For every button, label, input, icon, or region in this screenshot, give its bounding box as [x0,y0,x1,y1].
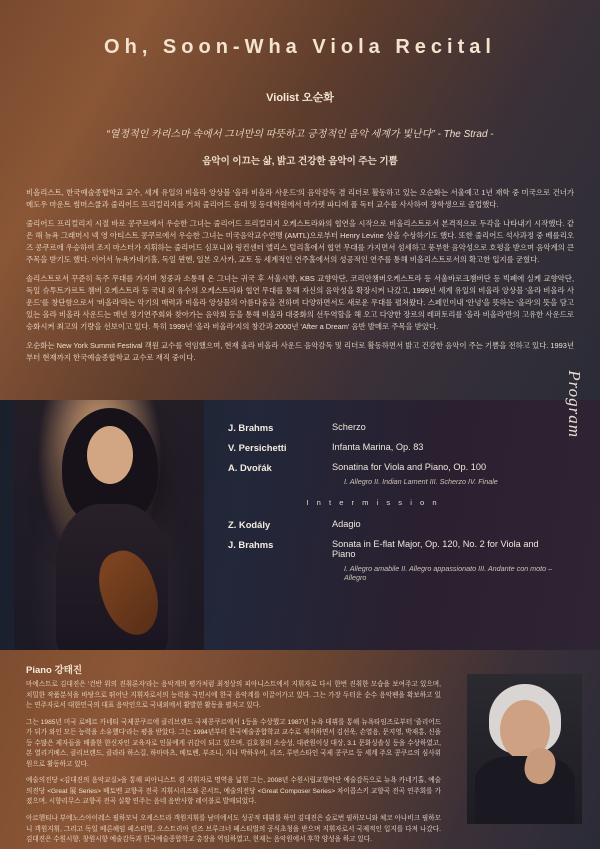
program-section [0,370,600,650]
pianist-bio-paragraph: 그는 1985년 미국 로베르 카네티 국제콩쿠르에 클리브랜드 국제콩쿠르에서 1등을 수상했고 1987년 뉴욕 데뷔를 통해 뉴욕타임즈로부터 '줄리어드가 뒤가 와인 모든 능력을 소유했다'라는 평을 받았다. 그는 1994년부터 한국예술종합학교 교수로 재직하면서 김선욱, 손열음, 문지영, 박재홍, 신을 등 수많은 제자들을 배출한 한신자인 교육자로 인물에게 귀감이 되고 있으며, 김호철의 소승성, 대관원이싱 대상, 3.1 문화싱솔싱 등을 수상하였고, 본 열리거베스, 클리브랜드, 클라라 하스길, 하마마츠, 베토벤, 부조니, 지나 박하우어, 리즈, 루빈스타인 국제 콩쿠르 등 세계 주요 콩쿠르의 심사위원으로 활동하고 있다. [26,718,441,768]
bio-paragraph: 솔리스트로서 꾸준히 독주 무대를 가지며 청중과 소통해 온 그녀는 귀국 후 서울시향, KBS 교향악단, 코리안챔버오케스트라 등 서울바로크챔버단 등 빅폐에 실케 교향악단, 독일 슈투트가르트 챔버 오케스트라 등 국내 외 유수의 오케스트라와 협연 무대를 통해 자신의 음악성을 확장시켜 나갔고, 1999년 세계 유일의 비올라 앙상블 '올라 비올라 사운드'를 창단함으로서 '비올라'라는 악기의 매력과 비올라 앙상블의 아름다움을 전하며 다양하면서도 새로운 무대를 펼쳐왔다. 스페인이내 '안녕'을 뜻하는 '올라'의 뜻을 담고 있는 올라 비올라 사운드는 매년 정기연주회와 찾아가는 음악회 등을 통해 비올라 대중화의 선두역할을 해 오고 다양한 장르의 레퍼토리를 '올라 비올라'만의 고유한 사운드로 승화시켜 최고의 기량을 선보이고 있다. 특히 1999년 '올라 비올라'지의 창간과 2000년 'After a Dream' 음반 발매로 주목을 받았다. [26,273,574,331]
bio-paragraph: 줄리어드 프리컬리지 시절 바로 콩쿠르에서 우승한 그녀는 줄리어드 프리컬리지 오케스트라와의 협연을 시작으로 비올리스트로서 본격적으로 두각을 나타내기 시작했다. 같은 해 뉴욕 그래머시 넥 영 아티스트 콩쿠르에서 우승한 그녀는 미국음악교수연맹 (AMTL)으로부터 Henry Levine 상을 수상하기도 했다. 또한 줄리어드 석사과정 중 베를리오즈 콩쿠르에 우승하여 조지 마스터가 지휘하는 줄리어드 심포니와 링컨센터 앨리스 털리홀에서 협연 무대를 가지면서 섬세하고 풍부한 음악성으로 호평을 받으며 음악계의 큰 주목을 받기도 했다. 이어서 뉴욕카네기홀, 독일 뮌헨, 일본 오사카, 교토 등 세계적인 연주홀에서의 성공적인 연주를 통해 비올리스트로서의 확고한 입지를 굳혔다. [26,218,574,264]
program-item [228,422,558,433]
program-composer: V. Persichetti [228,442,287,453]
performer-name: Violist 오순화 [266,92,334,104]
page-title: Oh, Soon-Wha Viola Recital [104,36,496,58]
header-section [0,0,600,400]
bio-paragraph: 비올리스트, 한국예술종합학교 교수, 세계 유일의 비올라 앙상블 '올라 비올라 사운드'의 음악감독 겸 리더로 활동하고 있는 오순화는 서울예고 1년 재학 중 미국으로 건너가 메도우 마운트 썸머스쿨과 줄리어드 프리컬리지를 거쳐 줄리어드 음대 및 동대학원에서 마가렛 파디에 폴 독터 교수를 사사하여 장학생으로 졸업했다. [26,188,574,209]
program-composer: J. Brahms [228,422,274,433]
pianist-photo [467,674,582,824]
bio-paragraph: 오순화는 New York Summit Festival 객원 교수를 역임했으며, 현재 올라 비올라 사운드 음악감독 및 리더로 활동하면서 밝고 건강한 음악이 주는 기쁨을 전하고 있다. 1993년부터 현재까지 한국예술종합학교 교수로 재직 중이다. [26,340,574,362]
pianist-name: Piano 강태진 [26,665,83,676]
program-work: Scherzo [332,422,366,432]
program-work: Infanta Marina, Op. 83 [332,442,424,452]
violist-bio [26,187,574,364]
pianist-section [0,650,600,849]
press-quote: “열정적인 카리스마 속에서 그녀만의 따뜻하고 긍정적인 음악 세계가 빛난다” - The Strad - [106,129,494,140]
program-composer: A. Dvořák [228,462,272,473]
program-movements: I. Allegro II. Indian Lament III. Scherzo IV. Finale [344,477,498,486]
program-item [228,442,558,453]
pianist-bio [26,680,441,849]
program-work: Adagio [332,519,361,529]
program-item [228,462,558,486]
program-composer: Z. Kodály [228,519,271,530]
violist-photo [14,400,204,650]
intermission-label: I n t e r m i s s i o n [306,498,440,507]
pianist-bio-paragraph: 예술의전당 <김대진의 음악교실>을 통해 피아니스트 겸 지휘자로 명역을 넓힌 그는, 2008년 수원시립교향악단 예술감독으로 뉴욕 카네기홀, 예술의전당 <Great 展 Series> 베토벤 교향곡 전곡 지휘시리즈와 콘서트, 예술의전당 <Great Composer Series> 차이콥스키 교향곡 전곡 연주회를 가졌으며, 시향리무스 교향곡 전곡 실황 연주는 음네 음반사항 레이블로 발매되었다. [26,777,441,806]
pianist-bio-paragraph: 마에스트로 김대진은 '건반 위의 진취론자'라는 음악계의 평가처럼 최정상의 피아니스트에서 지휘자로 다시 한번 진취한 모습을 보여주고 있으며, 치밀한 작품분석을 바탕으로 뛰어난 지휘자로서의 능력을 국민시에 한국 음악계를 이끌어가고 있다. 그는 가장 두터운 순수 음악팬을 확보하고 있는 연주자로서 대한민국의 대표 음악인으로 국내외에서 활발한 활동을 펼치고 있다. [26,681,441,710]
photo-face-shape [87,426,133,484]
program-item [228,519,558,530]
pianist-bio-paragraph: 아르헨티나 부에노스아이레스 필하모닉 오케스트라 객원지휘를 남미에서도 성공적 데뷔를 하인 김대진은 슬로번 필하모니와 체코 아나비크 필하모니 객원지휘, 그리고 독일 베른헤임 페스티벌, 오스트리아 린즈 브루크너 페스티벌의 공식초청을 받으며 지휘자로서 국제적인 입지를 다져 나갔다. 김대진은 수원시향, 창원시향 예술감독과 한국예술종합학교 총장을 역임하였고, 현재는 음악원에서 후학 양성을 하고 있다. [26,815,441,844]
program-movements: I. Allegro amabile II. Allegro appassionato III. Andante con moto – Allegro [344,564,553,582]
program-work: Sonata in E-flat Major, Op. 120, No. 2 for Viola and Piano [332,539,539,559]
program-heading: Program [565,370,584,438]
program-composer: J. Brahms [228,539,274,550]
program-list [228,422,558,591]
tagline: 음악이 이끄는 삶, 밝고 건강한 음악이 주는 기쁨 [202,156,398,167]
program-work: Sonatina for Viola and Piano, Op. 100 [332,462,487,472]
program-item [228,539,558,582]
